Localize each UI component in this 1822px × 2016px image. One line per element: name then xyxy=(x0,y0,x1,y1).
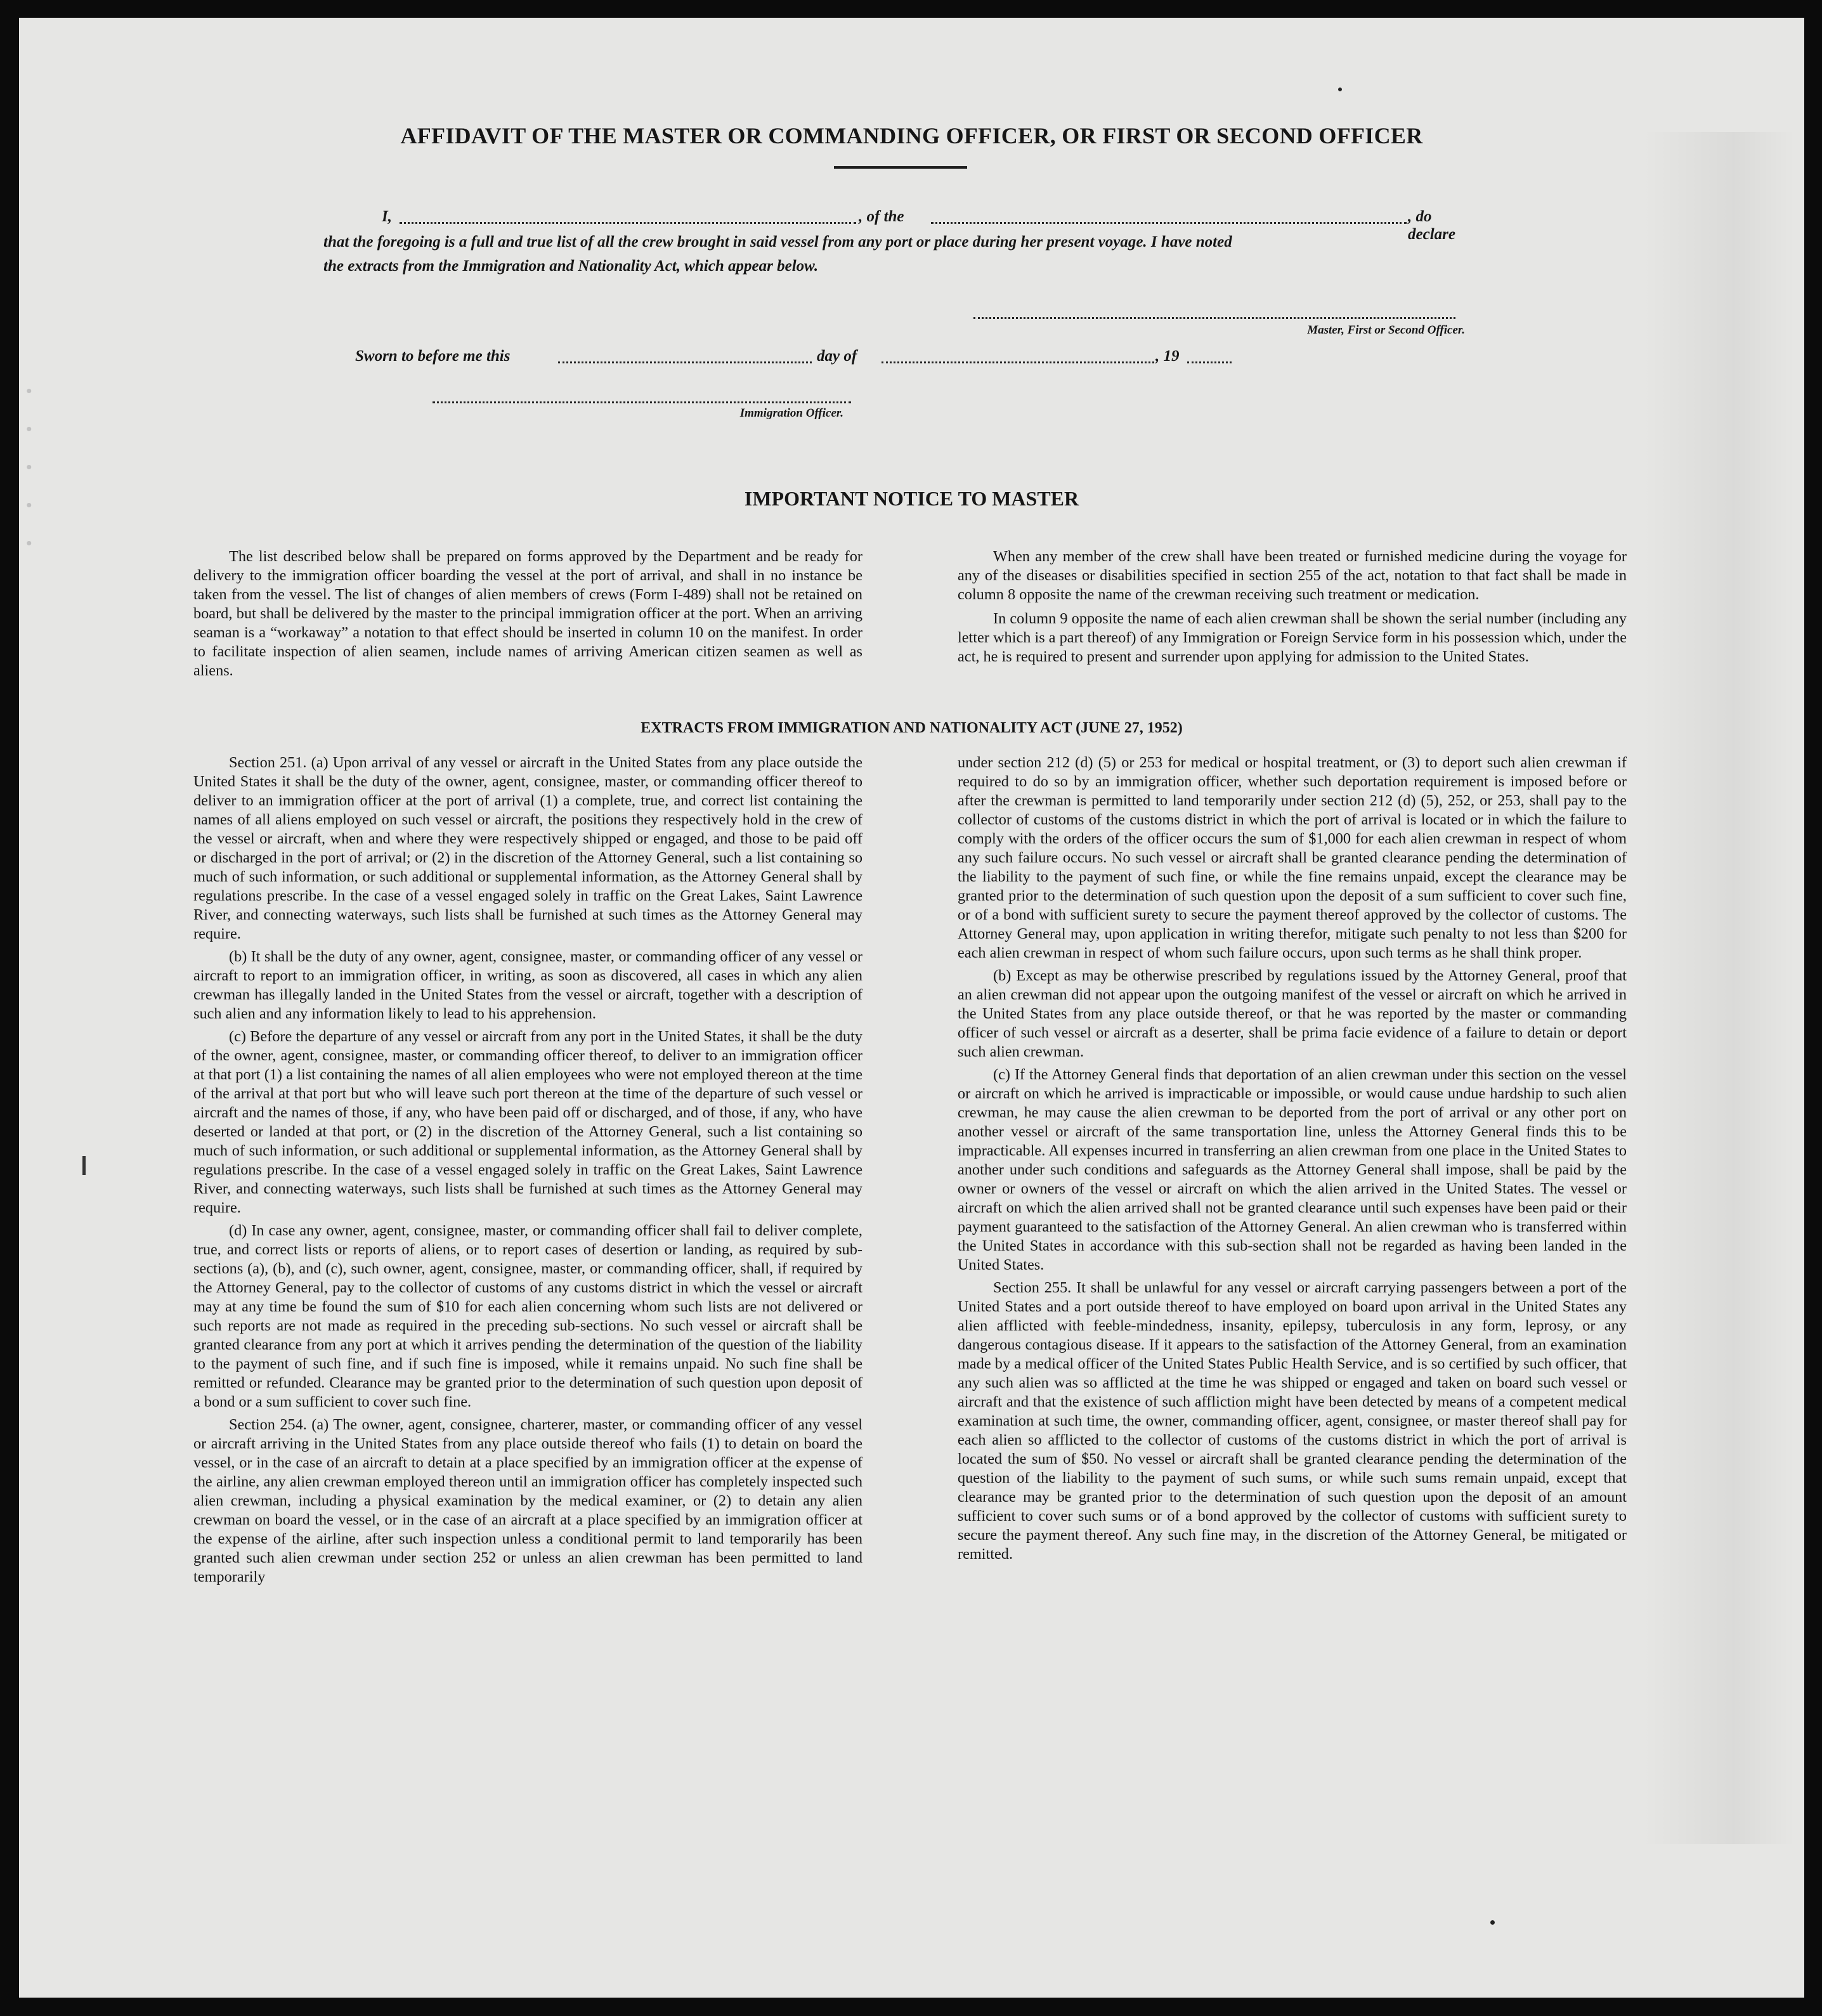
section-251-c: (c) Before the departure of any vessel or aircraft from any port in the United States, it shall be the duty of the owner, agent, consignee, master, or commanding officer thereof, to deliver to an immigration officer at that port (1) a list containing the names of all alien employees who were not employed thereon at the time of the arrival at that port but who will leave such port thereon at the time of the departure of such vessel or aircraft and the names of those, if any, who have been paid off or discharged, and of those, if any, who have deserted or landed at that port, or (2) in the discretion of the Attorney General, such a list containing so much of such information, or such additional or supplemental information, as the Attorney General shall by regulations prescribe. In the case of a vessel engaged solely in traffic on the Great Lakes, Saint Lawrence River, and connecting waterways, such lists shall be furnished at such times as the Attorney General may require. xyxy=(193,1028,862,1216)
section-254-a: Section 254. (a) The owner, agent, consignee, charterer, master, or commanding officer of any vessel or aircraft arriving in the United States from any place outside thereof who fails (1) to detain on board the vessel, or in the case of an aircraft to detain at a place specified by an immigration officer at the expense of the airline, any alien crewman employed thereon until an immigration officer has completely inspected such alien crewman, including a physical examination by the medical examiner, or (2) to detain any alien crewman on board the vessel, or in the case of an aircraft at a place specified by an immigration officer at the expense of the airline, after such inspection unless a conditional permit to land temporarily has been granted such alien crewman under section 252 or unless an alien crewman has been permitted to land temporarily xyxy=(193,1416,862,1585)
affidavit-statement-line2: the extracts from the Immigration and Nationality Act, which appear below. xyxy=(323,257,819,275)
section-254-c: (c) If the Attorney General finds that deportation of an alien crewman under this section on the vessel or aircraft on which he arrived is impracticable or impossible, or would cause undue hardship to such alien crewman, he may cause the alien crewman to be deported from the port of arrival or any other port on another vessel or aircraft of the same transportation line, unless the Attorney General finds this to be impracticable. All expenses incurred in transferring an alien crewman from one place in the United States to another under such conditions and safeguards as the Attorney General shall impose, shall be paid by the owner or owners of the vessel or aircraft on which the alien arrived in the United States. The vessel or aircraft on which the alien arrived shall not be granted clearance until such expenses have been paid or their payment guaranteed to the satisfaction of the Attorney General. An alien crewman who is transferred within the United States in accordance with this sub-section shall not be regarded as having been landed in the United States. xyxy=(958,1066,1627,1273)
document-page xyxy=(19,18,1804,1998)
sworn-year-field[interactable] xyxy=(1187,361,1232,363)
notice-title: IMPORTANT NOTICE TO MASTER xyxy=(744,487,1079,510)
section-254-a-continued: under section 212 (d) (5) or 253 for medical or hospital treatment, or (3) to deport such alien crewman if required to do so by an immigration officer, whether such deportation requirement is imposed before or after the crewman is permitted to land temporarily under section 212 (d) (5), 252, or 253, shall pay to the collector of customs of the customs district in which the port of arrival is located or in which the failure to comply with the orders of the officer occurs the sum of $1,000 for each alien crewman in respect of whom any such failure occurs. No such vessel or aircraft shall be granted clearance pending the determination of the liability to the payment of such fine, or while the fine remains unpaid, except the clearance may be granted prior to the determination of such question upon the deposit of a sum sufficient to cover such fine, or of a bond with sufficient surety to secure the payment thereof approved by the collector of customs. The Attorney General may, upon application in writing therefor, mitigate such penalty to not less than $200 for each alien crewman in respect of whom such failure occurs, upon such terms as he shall think proper. xyxy=(958,754,1627,961)
vessel-field[interactable] xyxy=(931,222,1407,224)
sworn-line xyxy=(355,348,1243,373)
section-251-d: (d) In case any owner, agent, consignee, master, or commanding officer shall fail to deliver complete, true, and correct lists or reports of aliens, or to report cases of desertion or landing, as required by sub-sections (a), (b), and (c), such owner, agent, consignee, master, or commanding officer, shall, if required by the Attorney General, pay to the collector of customs of any customs district in which the vessel or aircraft may at any time be found the sum of $10 for each alien concerning whom such lists are not delivered or such reports are not made as required in the preceding sub-sections. No such vessel or aircraft shall be granted clearance from any port at which it arrives pending the determination of the question of the liability to the payment of such fine, and if such fine is imposed, while it remains unpaid. No such fine shall be remitted or refunded. Clearance may be granted prior to the determination of such question upon deposit of a bond or a sum sufficient to cover such fine. xyxy=(193,1222,862,1410)
notice-left-paragraph: The list described below shall be prepared on forms approved by the Department and be ready for delivery to the immigration officer boarding the vessel at the port of arrival, and shall in no instance be taken from the vessel. The list of changes of alien members of crews (Form I-489) shall not be retained on board, but shall be delivered by the master to the principal immigration officer at the port. When an arriving seaman is a “workaway” a notation to that effect should be inserted in column 10 on the manifest. In order to facilitate inspection of alien seamen, include names of arriving American citizen seamen as well as aliens. xyxy=(193,548,862,679)
day-of-label: day of xyxy=(817,348,857,365)
name-field[interactable] xyxy=(400,222,856,224)
section-255: Section 255. It shall be unlawful for any vessel or aircraft carrying passengers between a port of the United States and a port outside thereof to have employed on board upon arrival in the United States any alien afflicted with feeble-mindedness, insanity, epilepsy, tuberculosis in any form, leprosy, or any dangerous contagious disease. If it appears to the satisfaction of the Attorney General, from an examination made by a medical officer of the United States Public Health Service, and is so certified by such officer, that any such alien was so afflicted at the time he was shipped or engaged and taken on board such vessel or aircraft and that the existence of such affliction might have been detected by means of a competent medical examination at such time, the owner, commanding officer, agent, consignee, or master thereof shall pay for each alien so afflicted to the collector of customs of the customs district in which the port of arrival is located the sum of $50. No vessel or aircraft shall be granted clearance pending the determination of the question of the liability to the payment of such sums, or while such sums remain unpaid, except that clearance may be granted prior to the determination of such question upon the deposit of an amount sufficient to cover such sums or of a bond approved by the collector of customs with sufficient surety to secure the payment thereof. Any such fine may, in the discretion of the Attorney General, be mitigated or remitted. xyxy=(958,1279,1627,1563)
scan-speck xyxy=(1490,1920,1495,1925)
master-signature-label: Master, First or Second Officer. xyxy=(1307,323,1465,337)
section-254-b: (b) Except as may be otherwise prescribed by regulations issued by the Attorney General, proof that an alien crewman did not appear upon the outgoing manifest of the vessel or aircraft on which he arrived in the United States from any place outside thereof, or that he was reported by the master or commanding officer of such vessel or aircraft as a deserter, shall be prima facie evidence of a failure to detain or deport such alien crewman. xyxy=(958,967,1627,1060)
sworn-day-field[interactable] xyxy=(558,361,812,363)
declare-do-declare-label: , do declare xyxy=(1408,208,1455,243)
bleed-through-right-marks xyxy=(1643,132,1795,1844)
sworn-month-field[interactable] xyxy=(882,361,1154,363)
notice-right-paragraph-1: When any member of the crew shall have been treated or furnished medicine during the voyage for any of the diseases or disabilities specified in section 255 of the act, notation to that fact shall be made in column 8 opposite the name of the crewman receiving such treatment or medication. xyxy=(958,548,1627,603)
notice-left-column xyxy=(193,547,862,684)
year-label: , 19 xyxy=(1155,348,1180,365)
extracts-right-column xyxy=(958,753,1627,1568)
section-251-b: (b) It shall be the duty of any owner, agent, consignee, master, or commanding officer of any vessel or aircraft to report to an immigration officer, in writing, as soon as discovered, all cases in which any alien crewman has illegally landed in the United States from the vessel or aircraft, together with a description of such alien and any information likely to lead to his apprehension. xyxy=(193,948,862,1022)
sworn-label: Sworn to before me this xyxy=(355,348,511,365)
bleed-through-left-marks: • • • • • xyxy=(24,382,34,554)
notice-right-column xyxy=(958,547,1627,670)
extracts-left-column xyxy=(193,753,862,1590)
extracts-title: EXTRACTS FROM IMMIGRATION AND NATIONALITY ACT (JUNE 27, 1952) xyxy=(641,720,1183,736)
declare-of-the-label: , of the xyxy=(859,208,904,225)
affidavit-title: AFFIDAVIT OF THE MASTER OR COMMANDING OFFICER, OR FIRST OR SECOND OFFICER xyxy=(400,123,1423,148)
officer-signature-field[interactable] xyxy=(433,401,851,403)
master-signature-field[interactable] xyxy=(973,317,1455,319)
scan-speck xyxy=(1338,88,1342,91)
declare-i-label: I, xyxy=(382,208,392,225)
section-251-a: Section 251. (a) Upon arrival of any vessel or aircraft in the United States from any place outside the United States it shall be the duty of the owner, agent, consignee, master, or commanding officer thereof to deliver to an immigration officer at the port of arrival (1) a complete, true, and correct list containing the names of all aliens employed on such vessel or aircraft, the positions they respectively hold in the crew of the vessel or aircraft, when and where they were respectively shipped or engaged, and those to be paid off or discharged in the port of arrival; or (2) in the discretion of the Attorney General, such a list containing so much of such information, or such additional or supplemental information, as the Attorney General shall by regulations prescribe. In the case of a vessel engaged solely in traffic on the Great Lakes, Saint Lawrence River, and connecting waterways, such lists shall be furnished at such times as the Attorney General may require. xyxy=(193,754,862,942)
notice-right-paragraph-2: In column 9 opposite the name of each alien crewman shall be shown the serial number (including any letter which is a part thereof) of any Immigration or Foreign Service form in his possession which, under the act, he is required to present and surrender upon applying for admission to the United States. xyxy=(958,610,1627,665)
officer-signature-label: Immigration Officer. xyxy=(739,406,843,420)
scan-speck xyxy=(82,1156,86,1175)
affidavit-statement-line1: that the foregoing is a full and true list of all the crew brought in said vessel from any port or place during her present voyage. I have noted xyxy=(323,233,1232,250)
title-rule xyxy=(834,166,967,169)
